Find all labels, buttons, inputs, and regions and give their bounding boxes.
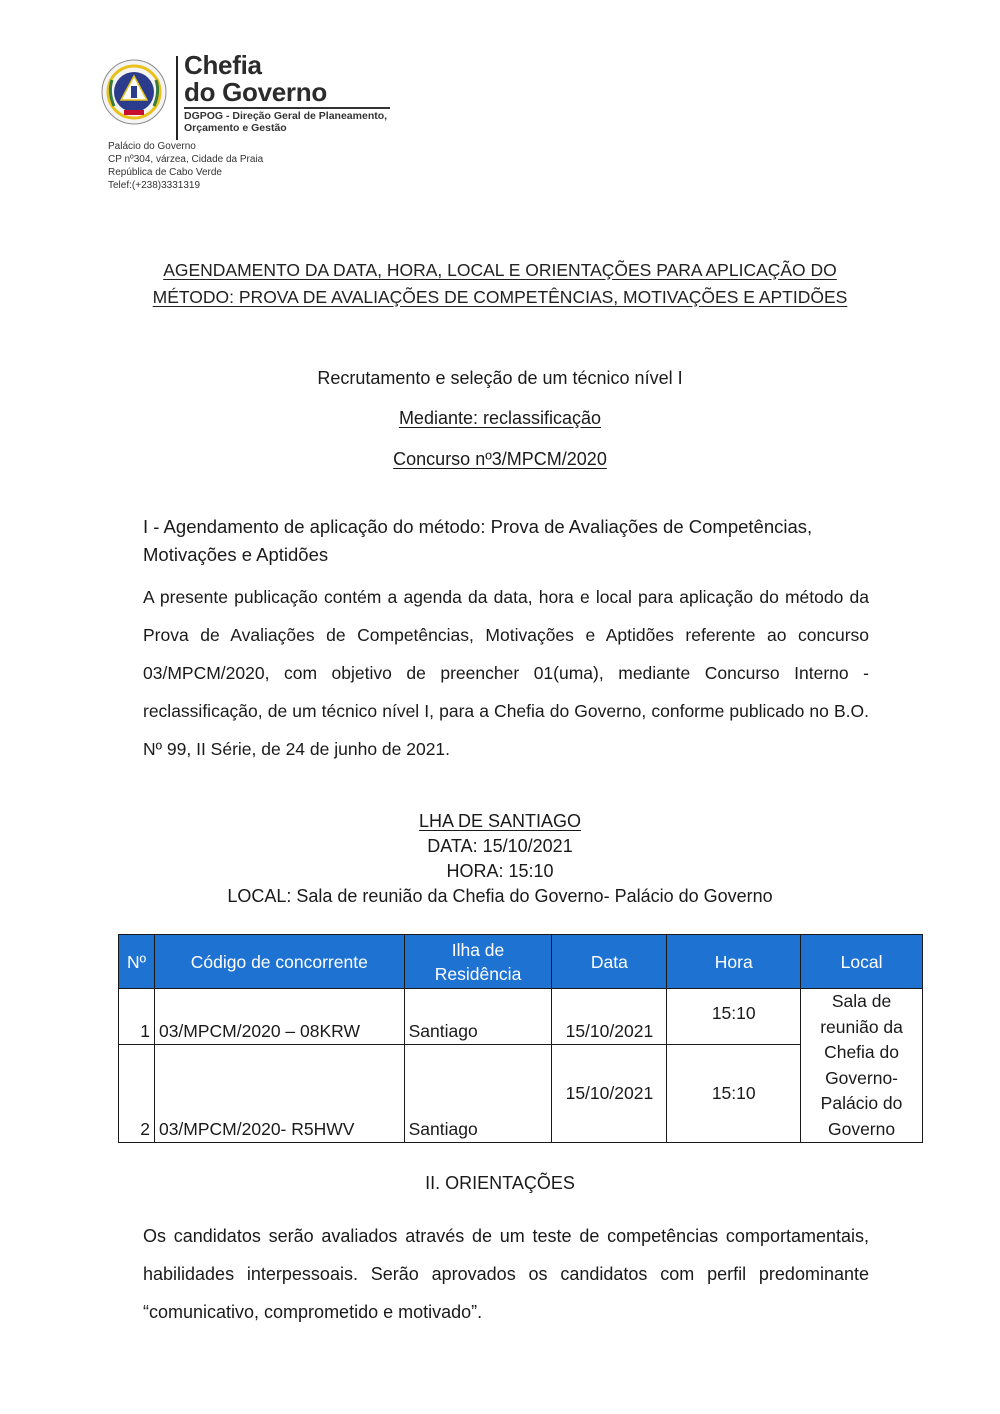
- cell-local: Sala de reunião da Chefia do Governo- Palácio do Governo: [801, 989, 923, 1143]
- brand-department: DGPOG - Direção Geral de Planeamento, Orçamento e Gestão: [184, 110, 388, 134]
- cell-num: 1: [119, 989, 155, 1045]
- paragraph-2: Os candidatos serão avaliados através de um teste de competências comportamentais, habilidades interpessoais. Serão aprovados os candidatos com perfil predominante “comunicativo, comprometido e motivado”.: [143, 1226, 869, 1322]
- schedule-location: LOCAL: Sala de reunião da Chefia do Governo- Palácio do Governo: [227, 886, 773, 906]
- cell-num: 2: [119, 1045, 155, 1143]
- cell-island: Santiago: [404, 989, 552, 1045]
- brand-divider: [176, 56, 178, 140]
- paragraph-1: A presente publicação contém a agenda da data, hora e local para aplicação do método da Prova de Avaliações de Competências, Motivações e Aptidões referente ao concurso 03/MPCM/2020, com objetivo de preencher 01(uma), mediante Concurso Interno - reclassificação, de um técnico nível I, para a Chefia do Governo, conforme publicado no B.O. Nº 99, II Série, de 24 de junho de 2021.: [143, 587, 869, 759]
- address-line: CP nº304, várzea, Cidade da Praia: [108, 154, 264, 165]
- schedule-island: LHA DE SANTIAGO: [418, 811, 582, 831]
- header-date: Data: [552, 935, 667, 989]
- header-island: Ilha de Residência: [404, 935, 552, 989]
- schedule-time: HORA: 15:10: [446, 861, 554, 881]
- cell-date: 15/10/2021: [552, 989, 667, 1045]
- table-row: [119, 989, 923, 1045]
- document-title: AGENDAMENTO DA DATA, HORA, LOCAL E ORIENTAÇÕES PARA APLICAÇÃO DO MÉTODO: PROVA DE AVALIAÇÕES DE COMPETÊNCIAS, MOTIVAÇÕES E APTIDÕES: [152, 260, 848, 307]
- address-line: Palácio do Governo: [108, 141, 196, 152]
- cell-time: 15:10: [667, 989, 801, 1045]
- address-line: Telef:(+238)3331319: [108, 180, 201, 191]
- brand-line-1: Chefia: [184, 50, 262, 80]
- header-num: Nº: [119, 935, 155, 989]
- cell-date: 15/10/2021: [552, 1045, 667, 1143]
- table-header-row: [119, 935, 923, 989]
- cell-code: 03/MPCM/2020 – 08KRW: [154, 989, 404, 1045]
- subtitle-recruitment: Recrutamento e seleção de um técnico nível I: [317, 368, 683, 388]
- brand-underline: [184, 107, 390, 109]
- brand-line-2: do Governo: [184, 77, 327, 107]
- schedule-date: DATA: 15/10/2021: [427, 836, 573, 856]
- cell-island: Santiago: [404, 1045, 552, 1143]
- government-seal-icon: [100, 58, 168, 126]
- section-1-heading: I - Agendamento de aplicação do método: Prova de Avaliações de Competências, Motivações e Aptidões: [143, 516, 813, 565]
- letterhead: [98, 52, 398, 202]
- address-block: [108, 140, 263, 192]
- section-2-heading: II. ORIENTAÇÕES: [425, 1173, 575, 1193]
- header-code: Código de concorrente: [154, 935, 404, 989]
- address-line: República de Cabo Verde: [108, 167, 222, 178]
- subtitle-contest: Concurso nº3/MPCM/2020: [393, 449, 607, 469]
- cell-time: 15:10: [667, 1045, 801, 1143]
- schedule-table: [118, 934, 923, 1143]
- header-time: Hora: [667, 935, 801, 989]
- subtitle-mode: Mediante: reclassificação: [398, 408, 602, 428]
- cell-code: 03/MPCM/2020- R5HWV: [154, 1045, 404, 1143]
- header-local: Local: [801, 935, 923, 989]
